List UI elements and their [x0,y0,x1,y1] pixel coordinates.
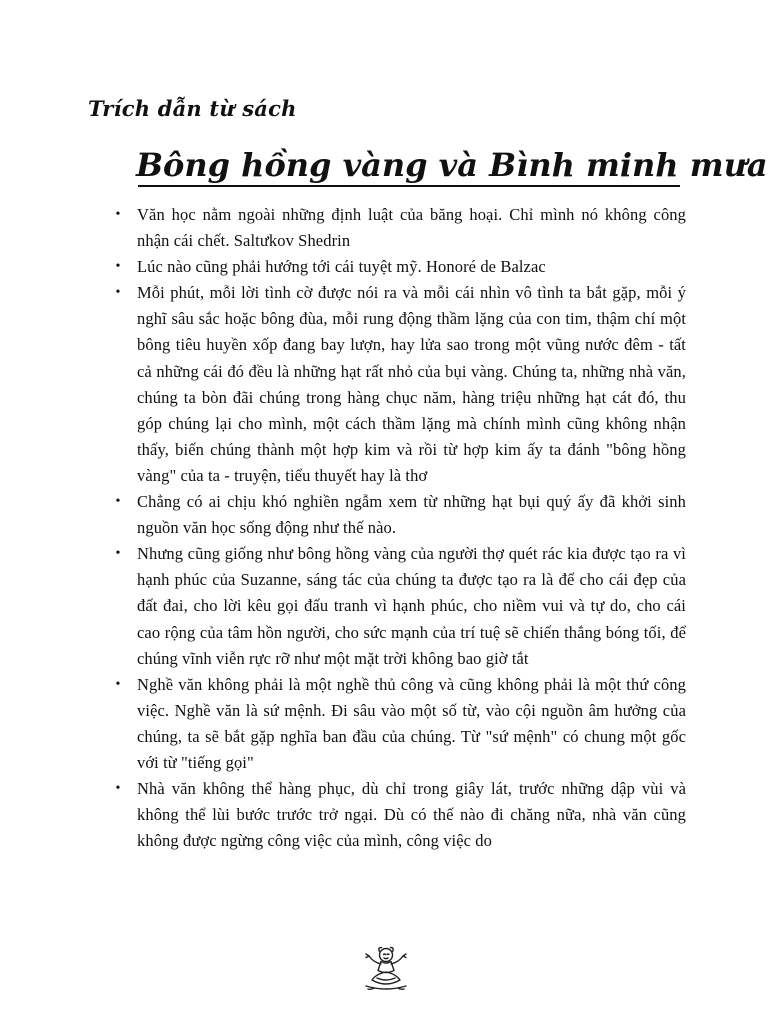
quote-text: Chẳng có ai chịu khó nghiền ngẫm xem từ những hạt bụi quý ấy đã khởi sinh nguồn văn học sống động như thế nào. [137,492,686,538]
quote-item [106,672,686,776]
bullet-icon: • [115,676,121,692]
bullet-icon: • [115,781,121,797]
quote-text: Nhà văn không thể hàng phục, dù chỉ trong giây lát, trước những dập vùi và không thể lùi bước trước trở ngại. Dù có thế nào đi chăng nữa, nhà văn cũng không được ngừng công việc của mình, công việc do [137,779,686,851]
bullet-icon: • [115,546,121,562]
subtitle: Trích dẫn từ sách [88,96,297,121]
bullet-icon: • [115,259,121,275]
quote-text: Nghề văn không phải là một nghề thủ công và cũng không phải là một thứ công việc. Nghề văn là sứ mệnh. Đi sâu vào một số từ, vào cội nguồn âm hưởng của chúng, ta sẽ bắt gặp nghĩa ban đầu của chúng. Từ "sứ mệnh" có chung một gốc với từ "tiếng gọi" [137,674,686,772]
bullet-icon: • [115,207,121,222]
quote-text: Văn học nằm ngoài những định luật của băng hoại. Chỉ mình nó không công nhận cái chết. Saltưkov Shedrin [137,205,686,251]
quote-text: Lúc nào cũng phải hướng tới cái tuyệt mỹ. Honoré de Balzac [137,257,546,277]
meditating-monk-icon [360,944,412,992]
quote-text: Nhưng cũng giống như bông hồng vàng của người thợ quét rác kia được tạo ra vì hạnh phúc của Suzanne, sáng tác của chúng ta được tạo ra là để cho cái đẹp của đất đai, cho lời kêu gọi đấu tranh vì hạnh phúc, cho niềm vui và tự do, cho cái cao rộng của tâm hồn người, cho sức mạnh của trí tuệ sẽ chiến thắng bóng tối, để chúng vĩnh viễn rực rỡ như một mặt trời không bao giờ tắt [137,544,686,668]
quote-item [106,776,686,854]
quote-item [106,254,686,280]
bullet-icon: • [115,494,121,510]
book-title: Bông hồng vàng và Bình minh mưa [136,146,768,184]
quote-item [106,541,686,671]
quote-item [106,202,686,254]
quote-list [106,202,686,854]
bullet-icon: • [115,285,121,301]
quote-text: Mỗi phút, mỗi lời tình cờ được nói ra và mỗi cái nhìn vô tình ta bắt gặp, mỗi ý nghĩ sâu sắc hoặc bông đùa, mỗi rung động thầm lặng của con tim, thậm chí một bông tiêu huyền xốp đang bay lượn, hay lửa sao trong một vũng nước đêm - tất cả những cái đó đều là những hạt rất nhỏ của bụi vàng. Chúng ta, những nhà văn, chúng ta bòn đãi chúng trong hàng chục năm, hàng triệu những hạt cát đó, thu góp chúng lại cho mình, một cách thầm lặng mà chính mình cũng không nhận thấy, biến chúng thành một hợp kim và rồi từ hợp kim ấy ta đánh "bông hồng vàng" của ta - truyện, tiểu thuyết hay là thơ [137,283,686,485]
quote-item [106,489,686,541]
title-underline [138,185,680,187]
quote-item [106,280,686,489]
